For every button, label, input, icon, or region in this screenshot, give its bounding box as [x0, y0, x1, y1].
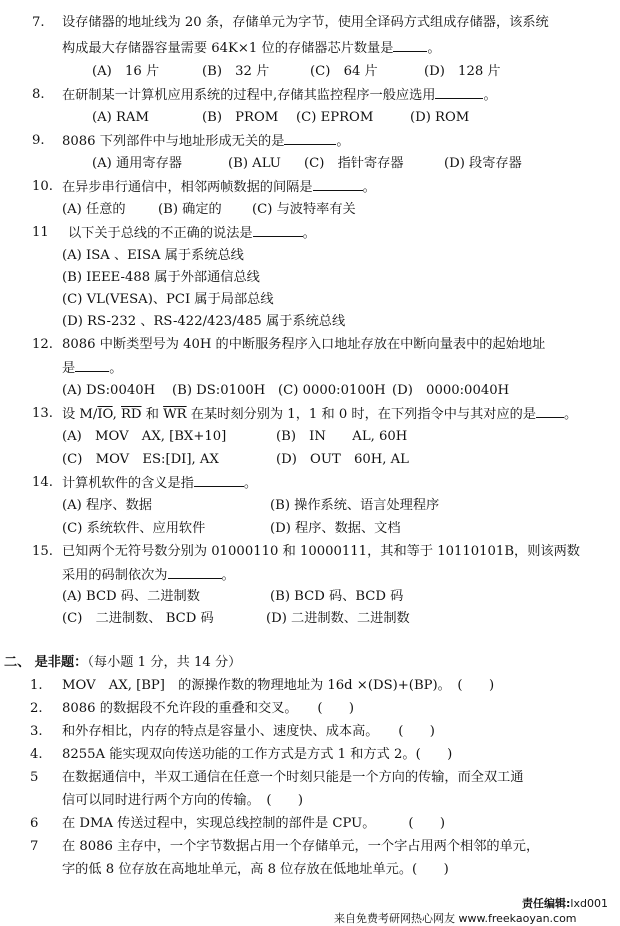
q14-option-b: (B) 操作系统、语言处理程序	[270, 498, 440, 513]
q13-and: 和	[145, 407, 159, 422]
q7-stem-line2	[62, 39, 441, 58]
q12-stem-line2	[62, 359, 122, 378]
q15-answer-blank[interactable]	[168, 566, 222, 579]
q11-stem	[68, 224, 316, 243]
q14-option-a: (A) 程序、数据	[62, 498, 152, 513]
q15-stem-line2	[62, 566, 235, 585]
section2-heading	[4, 654, 241, 672]
q12-stem-end: 。	[109, 361, 123, 376]
q13-signal-rd: $\overline{RD}$	[121, 407, 142, 422]
q13-answer-blank[interactable]	[536, 405, 564, 418]
q8-stem-text: 在研制某一计算机应用系统的过程中,存储其监控程序一般应选用	[62, 88, 436, 103]
tf2-text: 8086 的数据段不允许段的重叠和交叉。 ( )	[62, 701, 355, 716]
tf4-text: 8255A 能实现双向传送功能的工作方式是方式 1 和方式 2。( )	[62, 747, 453, 762]
q7-option-b: (B) 32 片	[202, 64, 270, 79]
q7-answer-blank[interactable]	[393, 39, 427, 52]
q15-option-b: (B) BCD 码、BCD 码	[270, 589, 404, 604]
q8-option-c: (C) EPROM	[296, 110, 374, 125]
q7-option-c: (C) 64 片	[310, 64, 378, 79]
q9-number: 9.	[32, 133, 45, 148]
q11-number: 11	[32, 225, 49, 240]
q13-stem	[62, 405, 577, 424]
q14-stem	[62, 474, 257, 493]
q7-number: 7.	[32, 15, 45, 30]
q10-option-b: (B) 确定的	[158, 202, 222, 217]
q14-stem-end: 。	[243, 476, 258, 491]
section2-number: 二、	[4, 655, 31, 670]
tf3-text: 和外存相比，内存的特点是容量小、速度快、成本高。 ( )	[62, 724, 435, 739]
q8-option-a: (A) RAM	[92, 110, 149, 125]
q15-stem-line1: 已知两个无符号数分别为 01000110 和 10000111，其和等于 10110101B，则该两数	[62, 544, 580, 559]
q9-stem-text: 8086 下列部件中与地址形成无关的是	[62, 134, 285, 149]
q14-option-c: (C) 系统软件、应用软件	[62, 521, 206, 536]
q7-option-a: (A) 16 片	[92, 64, 160, 79]
tf5-number: 5	[30, 770, 39, 785]
q11-option-c: (C) VL(VESA)、PCI 属于局部总线	[62, 292, 274, 307]
q13-signal-io-overlined: $\overline{IO}$	[97, 407, 113, 422]
q12-option-c: (C) 0000:0100H	[278, 383, 386, 398]
q9-stem-end: 。	[336, 134, 350, 149]
q14-stem-text: 计算机软件的含义是指	[62, 476, 194, 491]
q12-option-b: (B) DS:0100H	[172, 383, 266, 398]
q9-option-a: (A) 通用寄存器	[92, 156, 182, 171]
q15-stem-end: 。	[221, 568, 235, 583]
q13-option-b: (B) IN AL, 60H	[276, 429, 408, 444]
tf5-text-line1: 在数据通信中，半双工通信在任意一个时刻只能是一个方向的传输，而全双工通	[62, 770, 524, 785]
q14-answer-blank[interactable]	[194, 474, 244, 487]
q8-stem	[62, 86, 497, 105]
q11-option-d: (D) RS-232 、RS-422/423/485 属于系统总线	[62, 314, 346, 329]
q13-stem-text: 在某时刻分别为 1，1 和 0 时，在下列指令中与其对应的是	[190, 407, 537, 422]
q13-option-d: (D) OUT 60H, AL	[276, 452, 409, 467]
q9-stem	[62, 132, 350, 151]
footer-site-link[interactable]: www.freekaoyan.com	[458, 912, 577, 925]
q15-option-c: (C) 二进制数、 BCD 码	[62, 611, 214, 626]
q9-option-c: (C) 指针寄存器	[304, 156, 404, 171]
q13-stem-end: 。	[564, 407, 578, 422]
footer-source-text: 来自免费考研网热心网友	[334, 912, 455, 925]
q10-answer-blank[interactable]	[313, 178, 363, 191]
q13-stem-prefix: 设	[62, 407, 76, 422]
tf4-number: 4.	[30, 747, 43, 762]
q12-stem-line1: 8086 中断类型号为 40H 的中断服务程序入口地址存放在中断向量表中的起始地址	[62, 337, 546, 352]
tf7-number: 7	[30, 839, 39, 854]
q13-number: 13.	[32, 406, 53, 421]
q11-stem-end: 。	[302, 226, 316, 241]
q10-number: 10.	[32, 179, 53, 194]
tf6-number: 6	[30, 816, 39, 831]
q11-option-a: (A) ISA 、EISA 属于系统总线	[62, 248, 244, 263]
q9-option-b: (B) ALU	[228, 156, 281, 171]
q7-stem-line2-text: 构成最大存储器容量需要 64K×1 位的存储器芯片数量是	[62, 41, 394, 56]
q7-stem-line1: 设存储器的地址线为 20 条，存储单元为字节，使用全译码方式组成存储器，该系统	[62, 15, 549, 30]
q12-option-a: (A) DS:0040H	[62, 383, 156, 398]
q12-stem-line2-text: 是	[62, 361, 76, 376]
q10-stem	[62, 178, 376, 197]
q8-option-d: (D) ROM	[410, 110, 470, 125]
q8-answer-blank[interactable]	[435, 86, 483, 99]
footer-source	[334, 910, 577, 926]
q15-stem-line2-text: 采用的码制依次为	[62, 568, 168, 583]
q11-option-b: (B) IEEE-488 属于外部通信总线	[62, 270, 260, 285]
q14-number: 14.	[32, 475, 53, 490]
q12-option-d: (D) 0000:0040H	[392, 383, 510, 398]
tf3-number: 3.	[30, 724, 43, 739]
q9-answer-blank[interactable]	[284, 132, 336, 145]
q15-option-d: (D) 二进制数、二进制数	[266, 611, 410, 626]
footer-editor-label: 责任编辑:	[522, 897, 571, 910]
q13-signal-wr: $\overline{WR}$	[163, 407, 187, 422]
q10-option-c: (C) 与波特率有关	[252, 202, 356, 217]
q13-comma: ,	[112, 407, 117, 422]
tf6-text: 在 DMA 传送过程中，实现总线控制的部件是 CPU。 ( )	[62, 816, 446, 831]
q10-option-a: (A) 任意的	[62, 202, 126, 217]
tf1-text: MOV AX, [BP] 的源操作数的物理地址为 16d ×(DS)+(BP)。 ( )	[62, 678, 495, 693]
tf5-text-line2: 信可以同时进行两个方向的传输。 ( )	[62, 793, 304, 808]
footer-editor-id: lxd001	[570, 897, 608, 910]
q7-option-d: (D) 128 片	[424, 64, 501, 79]
q11-answer-blank[interactable]	[253, 224, 303, 237]
q10-stem-text: 在异步串行通信中，相邻两帧数据的间隔是	[62, 180, 313, 195]
q15-number: 15.	[32, 544, 53, 559]
footer-editor	[522, 895, 608, 911]
q7-stem-end: 。	[427, 41, 441, 56]
q13-signal-mio: $M/\overline{IO}$	[79, 407, 113, 422]
q14-option-d: (D) 程序、数据、文档	[270, 521, 401, 536]
q12-number: 12.	[32, 337, 53, 352]
tf1-number: 1.	[30, 678, 43, 693]
q8-stem-end: 。	[483, 88, 497, 103]
tf7-text-line2: 字的低 8 位存放在高地址单元，高 8 位存放在低地址单元。( )	[62, 862, 449, 877]
q12-answer-blank[interactable]	[75, 359, 109, 372]
q10-stem-end: 。	[362, 180, 376, 195]
q13-option-c: (C) MOV ES:[DI], AX	[62, 452, 219, 467]
q8-option-b: (B) PROM	[202, 110, 279, 125]
q15-option-a: (A) BCD 码、二进制数	[62, 589, 200, 604]
tf2-number: 2.	[30, 701, 43, 716]
q13-option-a: (A) MOV AX, [BX+10]	[62, 429, 227, 444]
q11-stem-text: 以下关于总线的不正确的说法是	[68, 226, 253, 241]
tf7-text-line1: 在 8086 主存中，一个字节数据占用一个存储单元，一个字占用两个相邻的单元，	[62, 839, 540, 854]
q9-option-d: (D) 段寄存器	[444, 156, 522, 171]
section2-title: 是非题：	[34, 655, 88, 670]
section2-note: （每小题 1 分，共 14 分）	[87, 655, 242, 670]
q8-number: 8.	[32, 87, 45, 102]
